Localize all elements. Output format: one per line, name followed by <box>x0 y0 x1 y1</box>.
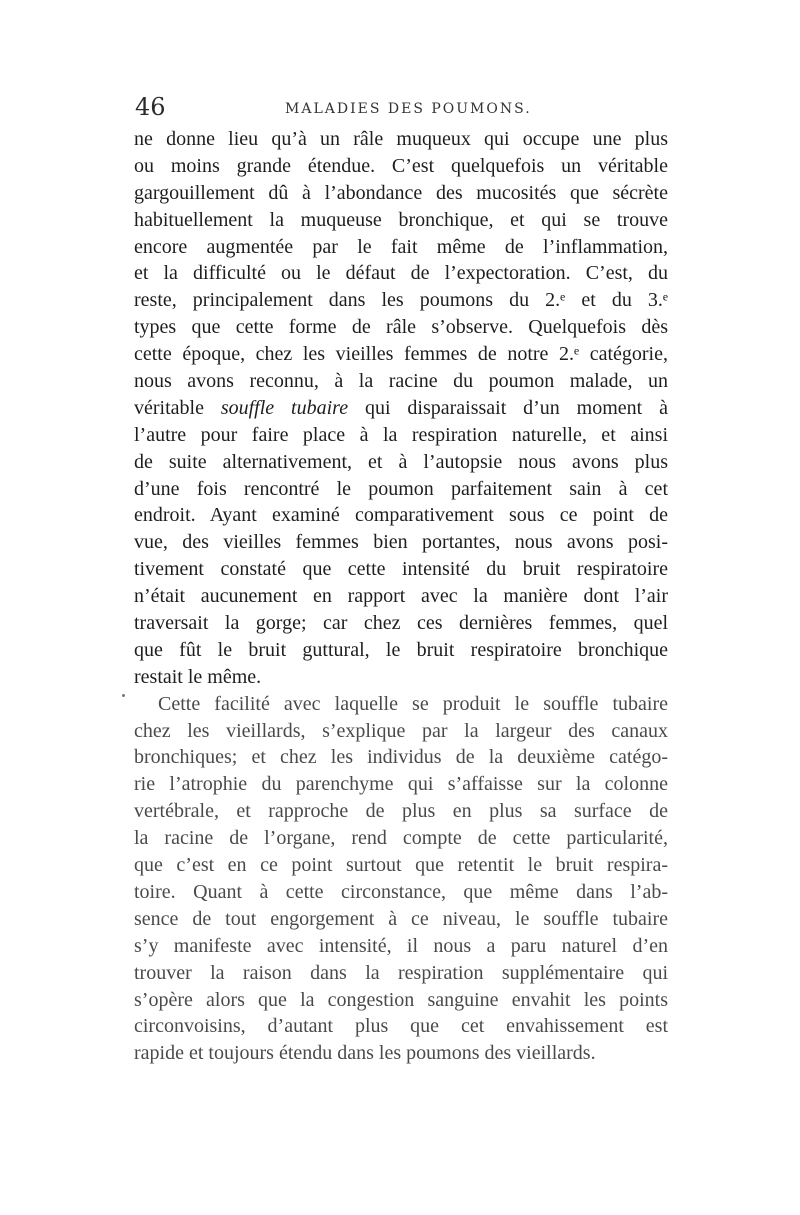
text-segment: cette époque, chez les vieilles femmes de notre 2.ᵉ catégorie, <box>134 343 668 366</box>
text-segment: sence de tout engorgement à ce niveau, le souffle tubaire <box>134 907 668 930</box>
text-line <box>134 395 668 422</box>
text-segment: de suite alternativement, et à l’autopsie nous avons plus <box>134 450 668 473</box>
text-line <box>134 126 668 153</box>
text-segment: encore augmentée par le fait même de l’inflammation, <box>134 235 668 258</box>
text-segment: traversait la gorge; car chez ces dernières femmes, quel <box>134 612 668 635</box>
text-line <box>134 180 668 207</box>
text-segment: rapide et toujours étendu dans les poumons des vieillards. <box>134 1042 596 1065</box>
text-segment: ne donne lieu qu’à un râle muqueux qui occupe une plus <box>134 128 668 150</box>
text-line <box>134 476 668 503</box>
text-line <box>134 691 668 718</box>
text-line <box>134 771 668 798</box>
text-line <box>134 502 668 529</box>
text-line <box>134 798 668 825</box>
text-segment: restait le même. <box>134 665 262 688</box>
text-segment: habituellement la muqueuse bronchique, et qui se trouve <box>134 208 668 231</box>
text-segment: tivement constaté que cette intensité du bruit respiratoire <box>134 558 668 581</box>
text-line <box>134 422 668 449</box>
text-line <box>134 556 668 583</box>
text-line <box>134 933 668 960</box>
text-segment: rie l’atrophie du parenchyme qui s’affaisse sur la colonne <box>134 773 668 796</box>
text-segment: chez les vieillards, s’explique par la largeur des canaux <box>134 719 668 742</box>
text-line <box>134 852 668 879</box>
text-segment: l’autre pour faire place à la respiration naturelle, et ainsi <box>134 423 668 446</box>
text-segment: reste, principalement dans les poumons du 2.ᵉ et du 3.ᵉ <box>134 289 668 312</box>
page-number: 46 <box>135 93 166 121</box>
text-segment: qui disparaissait d’un moment à <box>348 396 668 419</box>
text-line <box>134 153 668 180</box>
text-line <box>134 610 668 637</box>
text-segment: toire. Quant à cette circonstance, que même dans l’ab- <box>134 880 668 903</box>
text-line <box>134 1040 668 1067</box>
text-segment: nous avons reconnu, à la racine du poumon malade, un <box>134 370 668 393</box>
text-line <box>134 287 668 314</box>
text-line <box>134 879 668 906</box>
text-line <box>134 529 668 556</box>
text-segment: vue, des vieilles femmes bien portantes, nous avons posi- <box>134 531 668 554</box>
text-segment: endroit. Ayant examiné comparativement sous ce point de <box>134 504 668 527</box>
text-segment: gargouillement dû à l’abondance des mucosités que sécrète <box>134 181 668 204</box>
text-segment: n’était aucunement en rapport avec la manière dont l’air <box>134 585 668 608</box>
running-head: MALADIES DES POUMONS. <box>285 101 532 117</box>
text-segment: circonvoisins, d’autant plus que cet envahissement est <box>134 1015 668 1038</box>
text-segment: ou moins grande étendue. C’est quelquefois un véritable <box>134 154 668 177</box>
text-segment: d’une fois rencontré le poumon parfaitement sain à cet <box>134 477 668 500</box>
page-header <box>135 92 675 122</box>
text-segment: s’opère alors que la congestion sanguine envahit les points <box>134 988 668 1011</box>
text-segment: types que cette forme de râle s’observe. Quelquefois dès <box>134 316 668 339</box>
paragraph <box>134 126 668 691</box>
text-line <box>134 368 668 395</box>
text-segment: véritable <box>134 396 221 419</box>
paragraph <box>134 691 668 1067</box>
text-line <box>134 637 668 664</box>
text-line <box>134 664 668 691</box>
text-line <box>134 314 668 341</box>
italic-term: souffle tubaire <box>220 396 349 419</box>
text-line <box>134 260 668 287</box>
text-line <box>134 744 668 771</box>
text-segment: bronchiques; et chez les individus de la deuxième catégo- <box>134 746 668 769</box>
text-segment: et la difficulté ou le défaut de l’expectoration. C’est, du <box>134 262 668 285</box>
text-line <box>134 987 668 1014</box>
text-segment: Cette facilité avec laquelle se produit le souffle tubaire <box>158 692 668 715</box>
text-segment: que fût le bruit guttural, le bruit respiratoire bronchique <box>134 638 668 661</box>
text-line <box>134 906 668 933</box>
text-segment: la racine de l’organe, rend compte de cette particularité, <box>134 827 668 850</box>
text-line <box>134 449 668 476</box>
text-segment: que c’est en ce point surtout que retentit le bruit respira- <box>134 854 668 877</box>
text-line <box>134 583 668 610</box>
text-line <box>134 960 668 987</box>
text-line <box>134 234 668 261</box>
body-text <box>134 126 668 1067</box>
text-line <box>134 341 668 368</box>
text-line <box>134 1013 668 1040</box>
text-line <box>134 718 668 745</box>
ink-speck <box>122 694 125 697</box>
text-segment: vertébrale, et rapproche de plus en plus sa surface de <box>134 800 668 823</box>
text-segment: trouver la raison dans la respiration supplémentaire qui <box>134 961 668 984</box>
text-segment: s’y manifeste avec intensité, il nous a paru naturel d’en <box>134 934 668 957</box>
text-line <box>134 825 668 852</box>
text-line <box>134 207 668 234</box>
